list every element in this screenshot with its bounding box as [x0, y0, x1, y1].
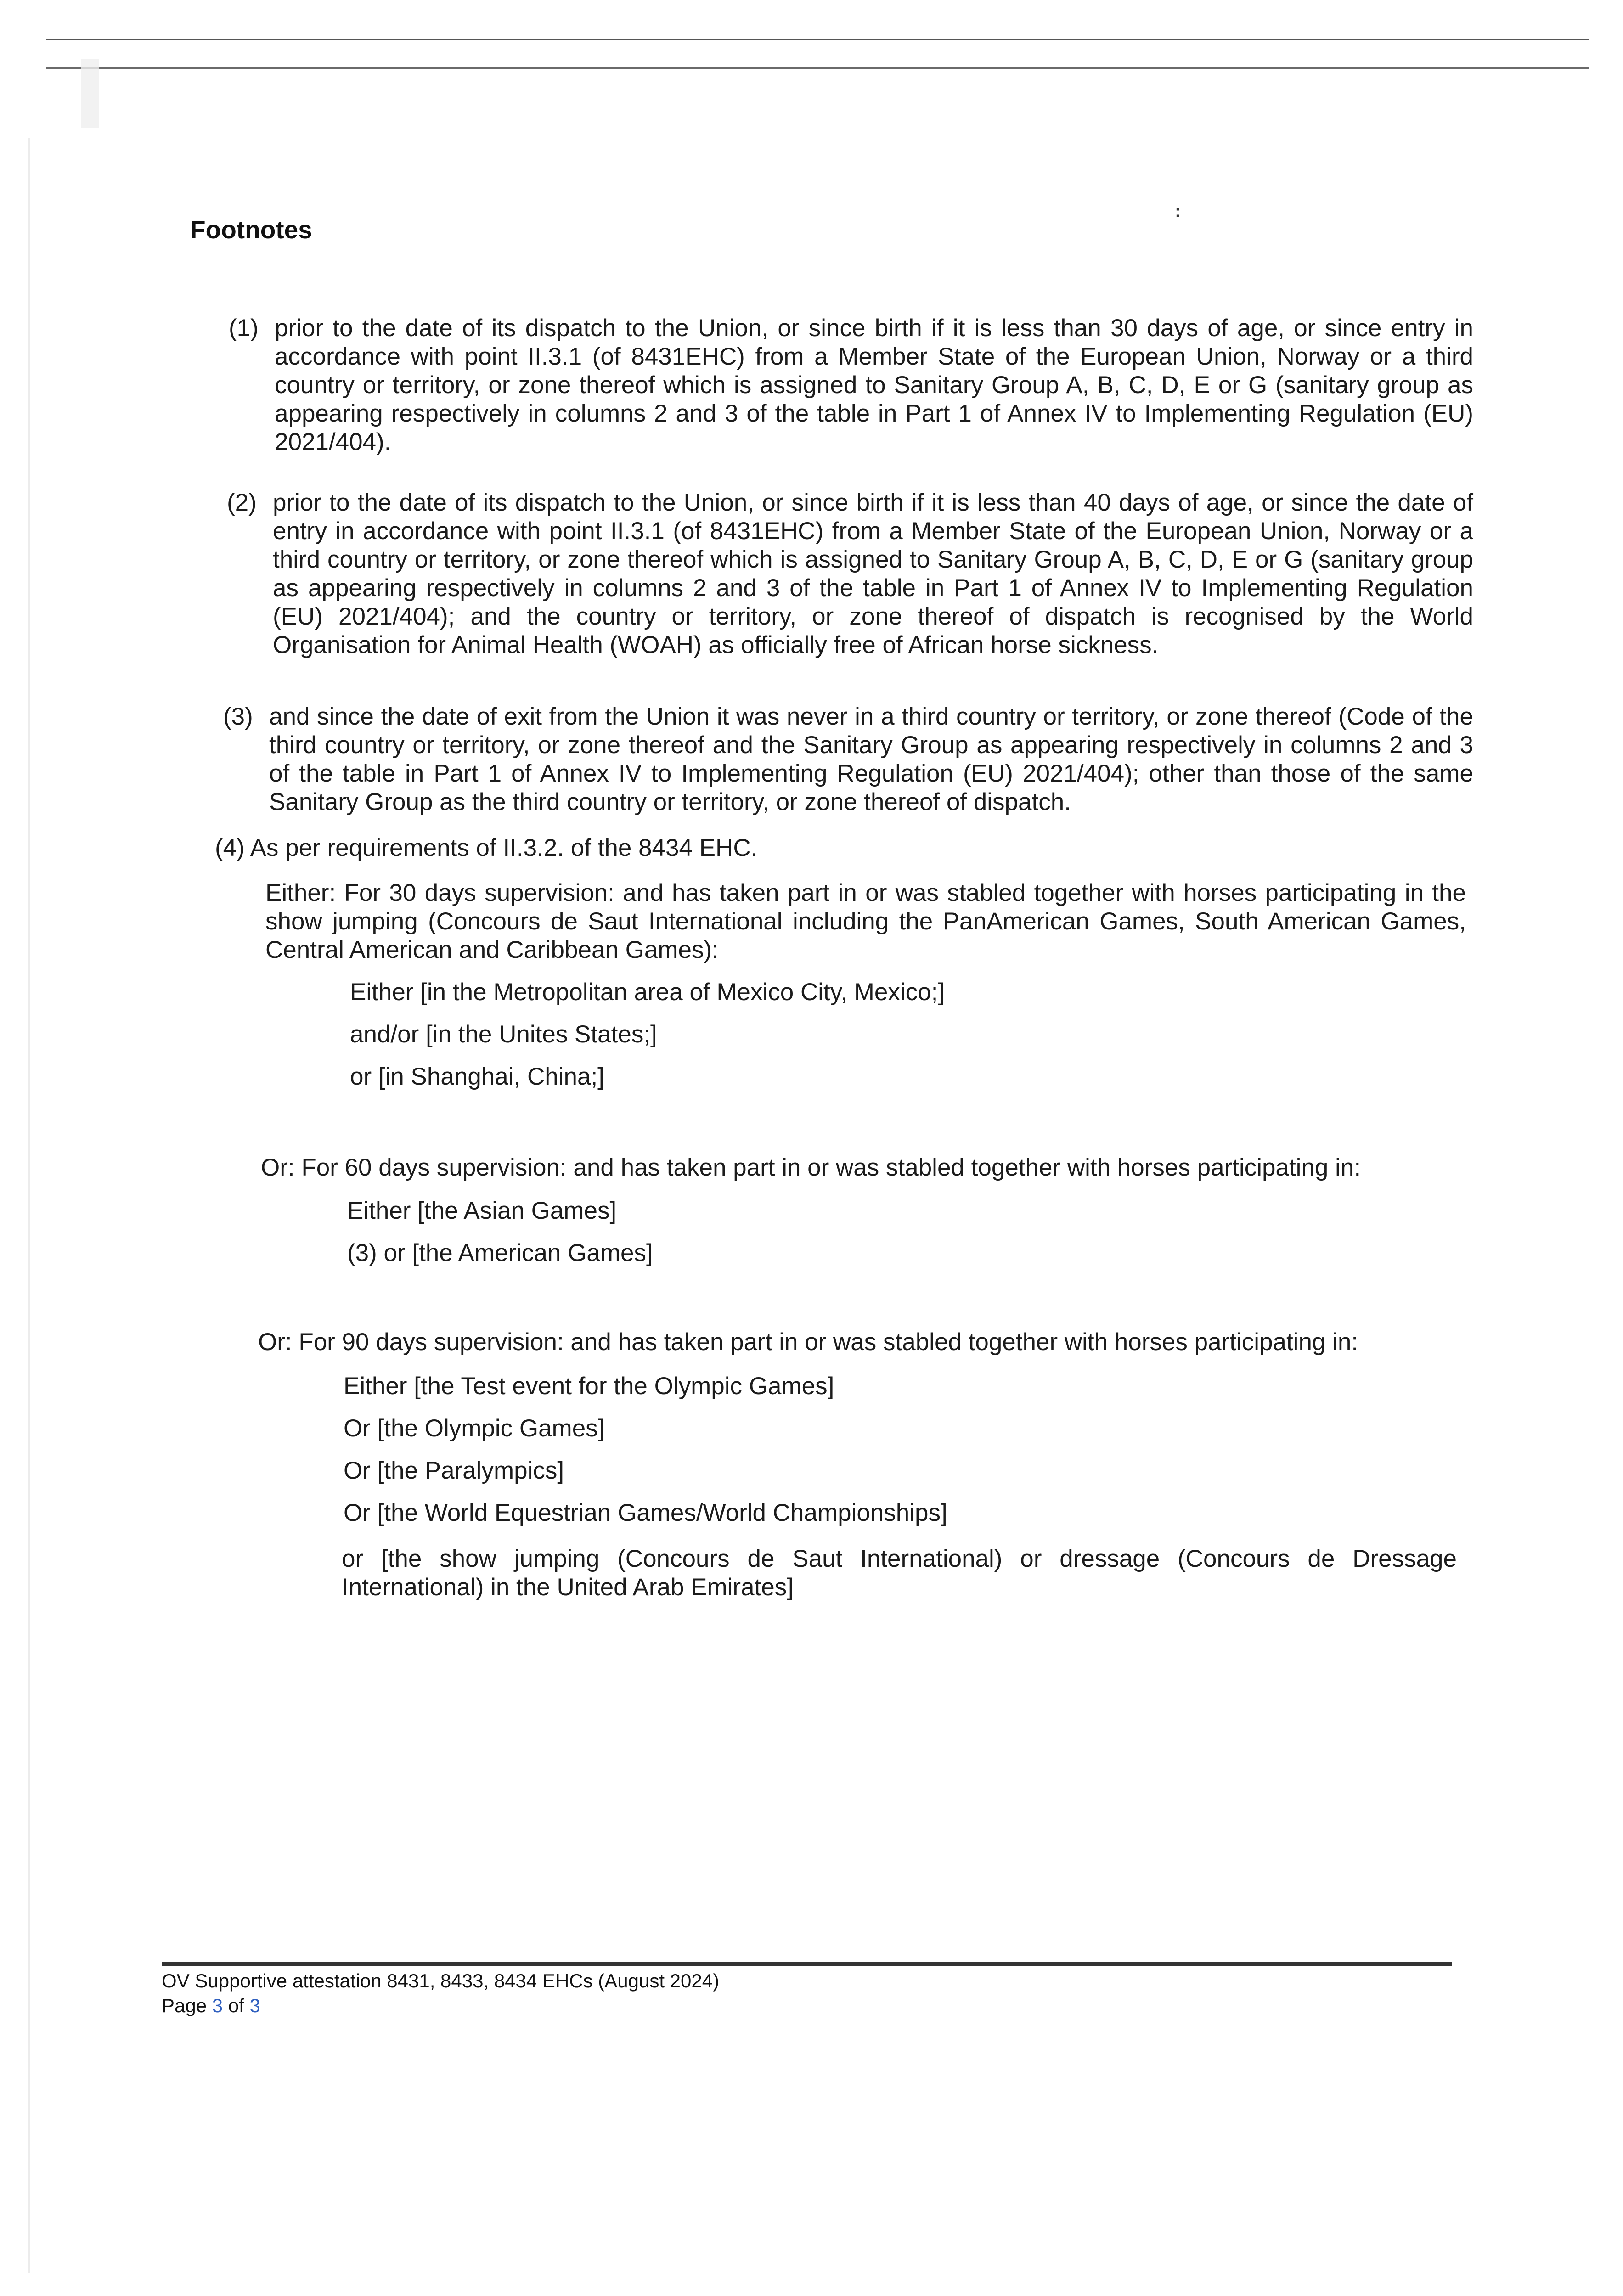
- or-90-days: Or: For 90 days supervision: and has taken part in or was stabled together with horses participating in:: [258, 1328, 1358, 1356]
- list-item-60-1: Either [the Asian Games]: [347, 1197, 617, 1224]
- footnote-number: (2): [227, 489, 257, 516]
- footnote-text: prior to the date of its dispatch to the Union, or since birth if it is less than 30 days of age, or since entry in accordance with point II.3.1 (of 8431EHC) from a Member State of the European Union, Norway or a third country or territory, or zone thereof which is assigned to Sanitary Group A, B, C, D, E or G (sanitary group as appearing respectively in columns 2 and 3 of the table in Part 1 of Annex IV to Implementing Regulation (EU) 2021/404).: [275, 315, 1473, 456]
- list-item-90-1: Either [the Test event for the Olympic Games]: [344, 1373, 834, 1400]
- footnote-number: (3): [223, 703, 253, 730]
- page-title: Footnotes: [190, 215, 312, 244]
- page-word: Page: [162, 1995, 207, 2016]
- list-item-90-5: or [the show jumping (Concours de Saut International) or dressage (Concours de Dressage International) in the United Arab Emirates]: [342, 1545, 1457, 1601]
- either-30-days: Either: For 30 days supervision: and has taken part in or was stabled together with horses participating in the show jumping (Concours de Saut International including the PanAmerican Games, South American Games, Central American and Caribbean Games):: [265, 879, 1466, 963]
- footnote-3: [223, 703, 1473, 816]
- list-item-60-2: (3) or [the American Games]: [347, 1239, 653, 1266]
- footnote-1: [229, 314, 1473, 456]
- list-item-30-1: Either [in the Metropolitan area of Mexico City, Mexico;]: [350, 979, 945, 1006]
- or-60-days: Or: For 60 days supervision: and has taken part in or was stabled together with horses participating in:: [261, 1154, 1361, 1181]
- of-word: of: [228, 1995, 244, 2016]
- footnote-text: prior to the date of its dispatch to the Union, or since birth if it is less than 40 days of age, or since the date of entry in accordance with point II.3.1 (of 8431EHC) from a Member State of the European Union, Norway or a third country or territory, or zone thereof which is assigned to Sanitary Group A, B, C, D, E or G (sanitary group as appearing respectively in columns 2 and 3 of the table in Part 1 of Annex IV to Implementing Regulation (EU) 2021/404); and the country or territory, or zone thereof of dispatch is recognised by the World Organisation for Animal Health (WOAH) as officially free of African horse sickness.: [273, 489, 1473, 658]
- footer-rule: [162, 1962, 1452, 1966]
- footer-document-title: OV Supportive attestation 8431, 8433, 8434 EHCs (August 2024): [162, 1970, 720, 1992]
- page-current: 3: [212, 1995, 223, 2016]
- list-item-30-2: and/or [in the Unites States;]: [350, 1021, 657, 1048]
- list-item-90-2: Or [the Olympic Games]: [344, 1415, 605, 1442]
- footnote-2: [227, 489, 1473, 659]
- footnote-text: and since the date of exit from the Union it was never in a third country or territory, or zone thereof (Code of the third country or territory, or zone thereof and the Sanitary Group as appearing respectively in columns 2 and 3 of the table in Part 1 of Annex IV to Implementing Regulation (EU) 2021/404); other than those of the same Sanitary Group as the third country or territory, or zone thereof of dispatch.: [269, 703, 1473, 816]
- list-item-30-3: or [in Shanghai, China;]: [350, 1063, 604, 1090]
- footnote-number: (1): [229, 315, 259, 342]
- top-rule: [46, 39, 1589, 40]
- footer-page-number: [162, 1995, 260, 2017]
- list-item-90-4: Or [the World Equestrian Games/World Championships]: [344, 1499, 947, 1526]
- scan-smudge: [81, 59, 99, 128]
- stray-mark: :: [1175, 201, 1181, 221]
- footnote-4-heading: (4) As per requirements of II.3.2. of the 8434 EHC.: [215, 834, 758, 861]
- list-item-90-3: Or [the Paralympics]: [344, 1457, 564, 1484]
- header-rule: [46, 67, 1589, 69]
- page-total: 3: [249, 1995, 260, 2016]
- scan-left-edge: [28, 138, 30, 2273]
